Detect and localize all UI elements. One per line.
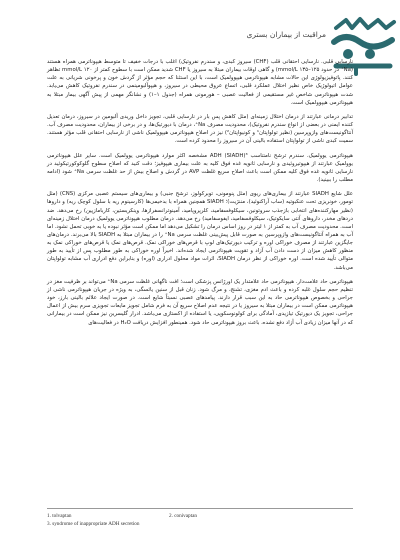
footnote-2: 2. conivaptan [169,513,197,519]
footnote-3: 3. syndrome of inappropriate ADH secretion [47,521,140,527]
paragraph-euvolemic-hyponatremia: هیپوناترمی یوولمیک. سندرم ترشح نامتناسب ADH (SIADH)³ مشخصه اکثر موارد هیپوناترمی یوولمیک است. سایر علل هیپوناترمی یوولمیک عبارتند از هیپوتیروئیدی و نارسایی ثانویه غده فوق کلیه به علت بیماری هیپوفیز؛ دقت کنید که اصلاح سطوح گلوکوکورتیکوئید در نارسایی ثانویه غده فوق کلیه ممکن است باعث اصلاح سریع غلظت AVP در گردش و اصلاح بیش از حد غلظت سرمی Na⁺ شود (ادامه مطلب را ببینید). [47,152,354,184]
paragraph-treatment: تدابیر درمانی عبارتند از درمان اختلال زمینه‌ای (مثل کاهش پس بار در نارسایی قلبی، تجویز داخل وریدی آلبومین در سیروز، درمان تعدیل کننده ایمنی در بعضی از انواع سندرم نفروتیک)، محدودیت مصرف Na⁺، درمان با دیورتیک‌ها، و در برخی از بیماران، محدودیت مصرف آب. آنتاگونیست‌های وازوپرسین (نظیر تولواپتان¹ و کونیواپتان²) نیز در اصلاح هیپوناترمی هیپوولمیک ناشی از نارسایی احتقانی قلب مؤثر هستند. سمیت کبدی ناشی از تولواپتان استفاده بالینی آن در سیروز را محدود کرده است. [47,113,354,145]
footnote-divider [47,508,353,509]
article-body [47,58,353,333]
paragraph-siadh-causes: علل شایع SIADH عبارتند از بیماری‌های ریوی (مثل پنومونی، توبرکولوز، ترشح جنبی) و بیماری‌های سیستم عصبی مرکزی (CNS) (مثل تومور، خونریزی تحت عنکبوتیه (ساب آراکنوئید)، مننژیت)؛ SIADH همچنین همراه با بدخیمی‌ها (کارسینوم ریه با سلول کوچک ریه) و داروها (نظیر مهارکننده‌های انتخابی بازجذب سروتونین، سیکلوفسفامید، کلرپروپامید، آمینوترانسفرازها، وینکریستین، کاربامازپین) رخ می‌دهد. ضد دردهای مخدر، داروهای آنتی سایکوتیک، سیکلوفسفامید، ایفوسفامید) رخ می‌دهد. درمان مطلوب هیپوناترمی یوولمیک درمان اختلال زمینه‌ای است. محدودیت مصرف آب به کمتر از ۱ لیتر در روز اساس درمان را تشکیل می‌دهد اما ممکن است مؤثر نبوده یا به خوبی تحمل نشود. اما آب به همراه آنتاگونیست‌های وازوپرسین به صورت قابل پیش‌بینی غلظت سرمی Na⁺ را در بیماران مبتلا به SIADH بالا می‌برند. درمان‌های جایگزین عبارتند از مصرف خوراکی اوره و ترکیب دیورتیک‌های لوپ با قرص‌های خوراکی نمک. قرص‌های نمک یا قرص‌های خوراکی نمک به منظور کاهش میزان از دست دادن آب آزاد و تقویت هیپوناترمی ایجاد شده‌اند. اخیراً اوره خوراکی به طور مطلوب پس از تأیید به طور متوالی تأیید شده است. اوره خوراکی از نظر درمان SIADH، اثرات مواد محلول ادراری (اوره) و بنابراین دفع ادراری آب مشابه تولواپتان می‌باشد. [47,191,354,271]
footnote-1: 1. tolvaptan [47,513,72,519]
paragraph-acute-symptomatic: هیپوناترمی حاد علامت‌دار. هیپوناترمی حاد علامتدار یک اورژانس پزشکی است؛ افت ناگهانی غلظت سرمی Na⁺ می‌تواند بر ظرفیت مغز در تنظیم حجم سلول غلبه کرده و باعث ادم مغزی، تشنج، و مرگ شود. زنان قبل از سنین یائسگی، به ویژه در جریان هیپوناترمی ناشی از جراحی و بخصوص هیپوناترمی حاد به این سبب قرار دارند. پیامدهای عصبی نسبتاً شایع است. در صورت ایجاد علائم بالینی بارز، خود هیپوناترمی ممکن است در بیماران مبتلا به سیروز یا در نتیجه عدم اصلاح سریع آن به فرم شامل تجویز مایعات تجویزی سرم بیش از اعمال جراحی، تجویز یک دیورتیک تیازیدی، آمادگی برای کولونوسکوپی، یا استفاده از اکستازی می‌باشد. ادرار گلیسرین نیز ممکن است در بیمارانی که در آنها میزان زیادی آب آزاد دفع نشده، باعث بروز هیپوناترمی حاد شود. همینطور افزایش دریافت H₂O در فعالیت‌های [47,278,353,326]
running-title: مراقبت از بیماران بستری [246,30,326,39]
paragraph-heart-failure: نارسایی قلبی. نارسایی احتقانی قلب (CHF) سیروز کبدی، و سندرم نفروتیک) اغلب با درجات خفیف تا متوسط هیپوناترمی همراه هستند (Na⁺ در حدود ۱۲۵–۱۳۵ mmol/L) و گاهی اوقات بیماران مبتلا به سیروز یا CHF شدید ممکن است با سطوح کمتر از ۱۲۰ mmol/L تظاهر کنند. پاتوفیزیولوژی این حالات مشابه هیپوناترمی هیپوولمیک است، با این استثنا که حجم مؤثر از گردش خون و پرخونی شریانی به علت عوامل اتیولوژیک خاص نظیر اختلال عملکرد قلبی، اتساع عروق محیطی در سیروز، و هیپوآلبومینمی در سندرم نفروتیک کاهش می‌یابد. شدت هیپوناترمی شاخص غیر مستقیمی از فعالیت عصبی – هورمونی همراه (جدول ۱–۱) و نشانگر مهمی از پیش آگهی بیمار مبتلا به هیپوناترمی هیپوولمیک است. [47,59,353,106]
footnotes [47,512,353,528]
footnote-row [47,512,197,520]
